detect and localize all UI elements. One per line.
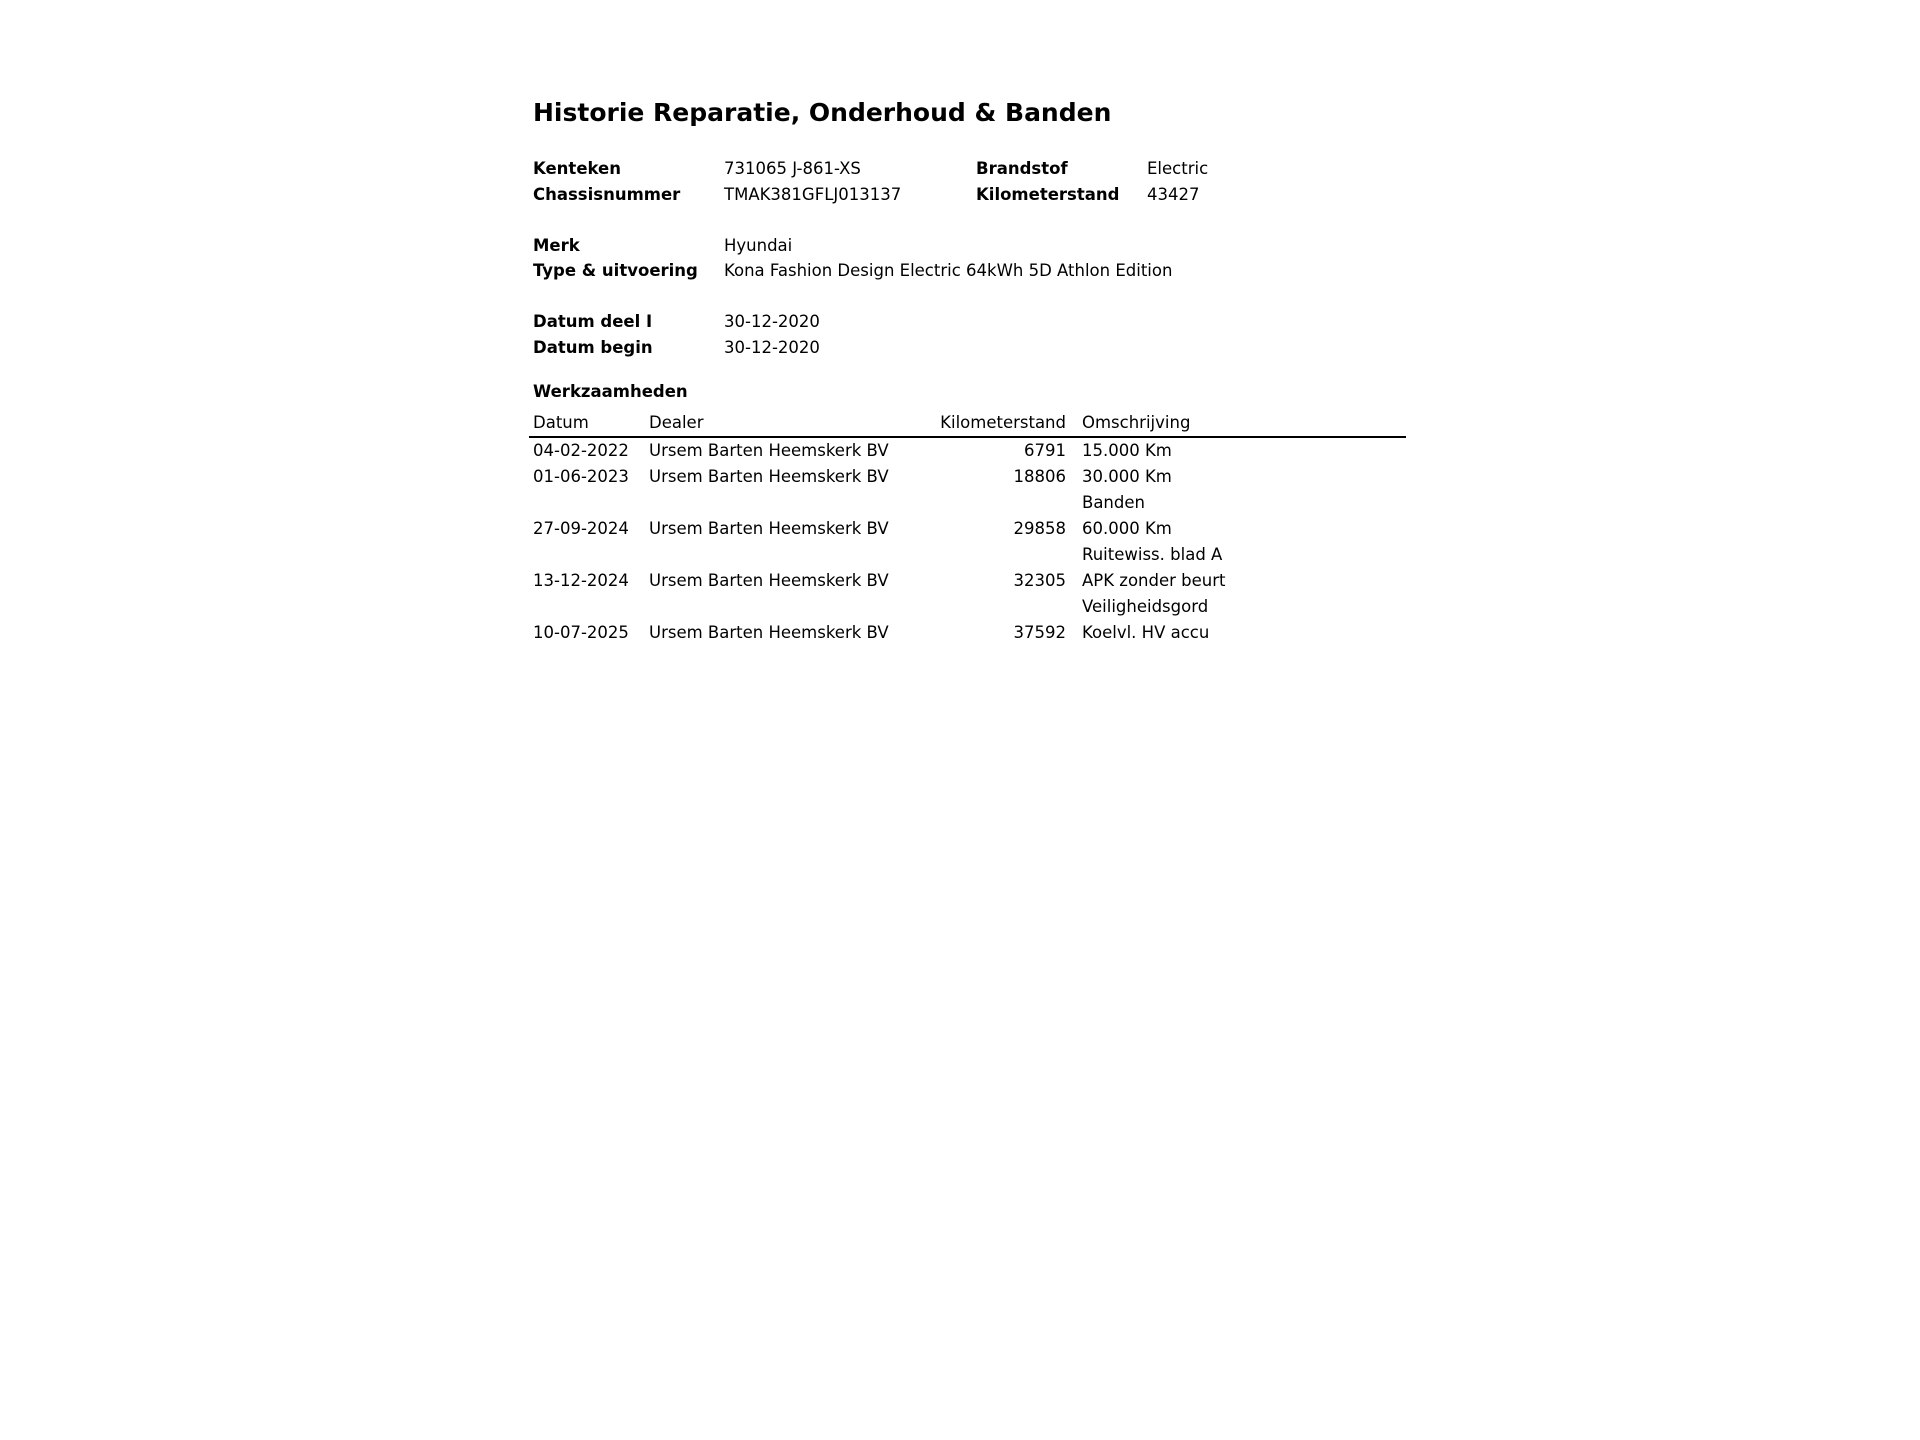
- cell-omschrijving: 15.000 Km: [1082, 441, 1172, 460]
- table-row: [529, 594, 1406, 620]
- cell-kilometerstand: [865, 490, 1078, 516]
- cell-dealer: Ursem Barten Heemskerk BV: [649, 441, 889, 460]
- table-row: [529, 516, 1406, 542]
- chassisnummer-label: Chassisnummer: [533, 185, 681, 204]
- datum-deel-label: Datum deel I: [533, 312, 653, 331]
- table-row: [529, 542, 1406, 568]
- cell-datum: 01-06-2023: [533, 467, 629, 486]
- cell-kilometerstand: 37592: [1013, 623, 1066, 642]
- cell-kilometerstand: [865, 542, 1078, 568]
- chassisnummer-value: TMAK381GFLJ013137: [724, 185, 902, 204]
- cell-omschrijving: Koelvl. HV accu: [1082, 623, 1210, 642]
- cell-datum: [529, 594, 645, 620]
- document-page: [533, 0, 1413, 1440]
- column-header-omschrijving: Omschrijving: [1082, 413, 1191, 432]
- cell-dealer: Ursem Barten Heemskerk BV: [649, 467, 889, 486]
- cell-omschrijving: 60.000 Km: [1082, 519, 1172, 538]
- type-uitvoering-value: Kona Fashion Design Electric 64kWh 5D Athlon Edition: [724, 261, 1173, 280]
- cell-dealer: [645, 594, 865, 620]
- cell-dealer: [645, 542, 865, 568]
- table-header-row: [529, 410, 1406, 437]
- cell-omschrijving: 30.000 Km: [1082, 467, 1172, 486]
- datum-begin-value: 30-12-2020: [724, 338, 820, 357]
- cell-datum: 27-09-2024: [533, 519, 629, 538]
- cell-omschrijving: Veiligheidsgord: [1082, 597, 1209, 616]
- cell-datum: 13-12-2024: [533, 571, 629, 590]
- table-row: [529, 464, 1406, 490]
- kilometerstand-value: 43427: [1147, 185, 1200, 204]
- datum-deel-value: 30-12-2020: [724, 312, 820, 331]
- cell-dealer: Ursem Barten Heemskerk BV: [649, 571, 889, 590]
- cell-omschrijving: Banden: [1082, 493, 1145, 512]
- merk-value: Hyundai: [724, 236, 793, 255]
- table-row: [529, 620, 1406, 646]
- cell-kilometerstand: 6791: [1024, 441, 1066, 460]
- cell-datum: [529, 542, 645, 568]
- merk-label: Merk: [533, 236, 580, 255]
- cell-kilometerstand: [865, 594, 1078, 620]
- werkzaamheden-table: [529, 410, 1406, 646]
- cell-datum: [529, 490, 645, 516]
- table-row: [529, 437, 1406, 464]
- kenteken-value: 731065 J-861-XS: [724, 159, 861, 178]
- table-row: [529, 490, 1406, 516]
- cell-kilometerstand: 29858: [1013, 519, 1066, 538]
- datum-begin-label: Datum begin: [533, 338, 653, 357]
- page-title: Historie Reparatie, Onderhoud & Banden: [533, 98, 1112, 127]
- cell-datum: 04-02-2022: [533, 441, 629, 460]
- cell-omschrijving: APK zonder beurt: [1082, 571, 1226, 590]
- cell-datum: 10-07-2025: [533, 623, 629, 642]
- kenteken-label: Kenteken: [533, 159, 621, 178]
- brandstof-label: Brandstof: [976, 159, 1068, 178]
- cell-kilometerstand: 32305: [1013, 571, 1066, 590]
- kilometerstand-label: Kilometerstand: [976, 185, 1120, 204]
- type-uitvoering-label: Type & uitvoering: [533, 261, 698, 280]
- column-header-kilometerstand: Kilometerstand: [940, 413, 1066, 432]
- column-header-dealer: Dealer: [649, 413, 704, 432]
- cell-omschrijving: Ruitewiss. blad A: [1082, 545, 1223, 564]
- brandstof-value: Electric: [1147, 159, 1209, 178]
- cell-dealer: [645, 490, 865, 516]
- table-row: [529, 568, 1406, 594]
- cell-dealer: Ursem Barten Heemskerk BV: [649, 623, 889, 642]
- cell-dealer: Ursem Barten Heemskerk BV: [649, 519, 889, 538]
- cell-kilometerstand: 18806: [1013, 467, 1066, 486]
- column-header-datum: Datum: [533, 413, 589, 432]
- werkzaamheden-title: Werkzaamheden: [533, 382, 688, 401]
